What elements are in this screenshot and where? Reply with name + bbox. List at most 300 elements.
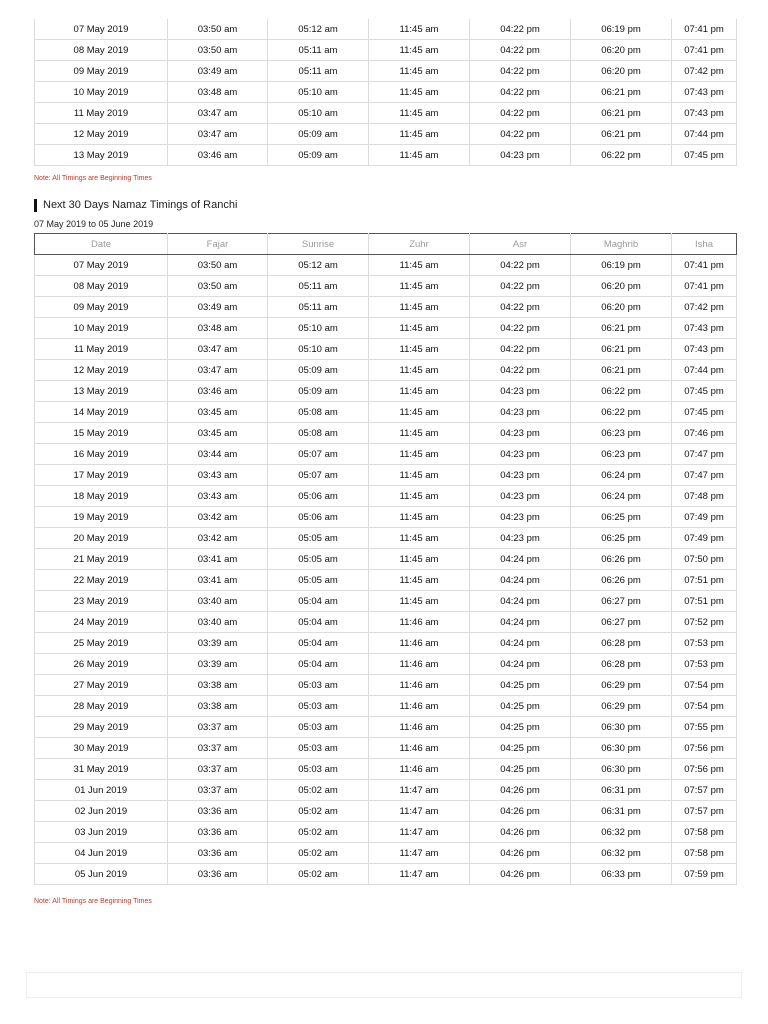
time-cell-fajar: 03:38 am bbox=[168, 675, 268, 696]
time-cell-fajar: 03:41 am bbox=[168, 549, 268, 570]
previous-timings-table bbox=[34, 19, 737, 166]
table-row bbox=[35, 339, 737, 360]
time-cell-sunrise: 05:10 am bbox=[268, 82, 369, 103]
time-cell-maghrib: 06:20 pm bbox=[571, 297, 672, 318]
time-cell-isha: 07:50 pm bbox=[672, 549, 737, 570]
table-row bbox=[35, 654, 737, 675]
time-cell-zuhr: 11:45 am bbox=[369, 570, 470, 591]
date-cell: 03 Jun 2019 bbox=[35, 822, 168, 843]
time-cell-maghrib: 06:31 pm bbox=[571, 801, 672, 822]
table-row bbox=[35, 822, 737, 843]
time-cell-zuhr: 11:46 am bbox=[369, 675, 470, 696]
time-cell-fajar: 03:41 am bbox=[168, 570, 268, 591]
time-cell-asr: 04:22 pm bbox=[470, 82, 571, 103]
time-cell-zuhr: 11:45 am bbox=[369, 318, 470, 339]
time-cell-sunrise: 05:02 am bbox=[268, 780, 369, 801]
table-row bbox=[35, 612, 737, 633]
time-cell-sunrise: 05:10 am bbox=[268, 339, 369, 360]
column-header-asr: Asr bbox=[470, 234, 571, 255]
table-row bbox=[35, 675, 737, 696]
time-cell-maghrib: 06:21 pm bbox=[571, 82, 672, 103]
time-cell-zuhr: 11:45 am bbox=[369, 276, 470, 297]
time-cell-sunrise: 05:08 am bbox=[268, 423, 369, 444]
date-cell: 04 Jun 2019 bbox=[35, 843, 168, 864]
date-cell: 17 May 2019 bbox=[35, 465, 168, 486]
date-cell: 31 May 2019 bbox=[35, 759, 168, 780]
time-cell-asr: 04:24 pm bbox=[470, 570, 571, 591]
time-cell-isha: 07:51 pm bbox=[672, 591, 737, 612]
time-cell-zuhr: 11:46 am bbox=[369, 612, 470, 633]
time-cell-fajar: 03:40 am bbox=[168, 612, 268, 633]
time-cell-sunrise: 05:04 am bbox=[268, 612, 369, 633]
time-cell-isha: 07:47 pm bbox=[672, 465, 737, 486]
previous-timings-body bbox=[35, 19, 737, 166]
time-cell-zuhr: 11:45 am bbox=[369, 19, 470, 40]
time-cell-maghrib: 06:32 pm bbox=[571, 822, 672, 843]
time-cell-asr: 04:26 pm bbox=[470, 843, 571, 864]
time-cell-fajar: 03:49 am bbox=[168, 297, 268, 318]
time-cell-asr: 04:26 pm bbox=[470, 801, 571, 822]
time-cell-isha: 07:42 pm bbox=[672, 61, 737, 82]
time-cell-maghrib: 06:22 pm bbox=[571, 381, 672, 402]
time-cell-asr: 04:23 pm bbox=[470, 486, 571, 507]
date-cell: 02 Jun 2019 bbox=[35, 801, 168, 822]
time-cell-isha: 07:45 pm bbox=[672, 402, 737, 423]
date-cell: 14 May 2019 bbox=[35, 402, 168, 423]
time-cell-zuhr: 11:45 am bbox=[369, 297, 470, 318]
time-cell-maghrib: 06:20 pm bbox=[571, 40, 672, 61]
time-cell-sunrise: 05:09 am bbox=[268, 360, 369, 381]
time-cell-asr: 04:26 pm bbox=[470, 780, 571, 801]
time-cell-zuhr: 11:45 am bbox=[369, 255, 470, 276]
time-cell-zuhr: 11:45 am bbox=[369, 61, 470, 82]
time-cell-asr: 04:24 pm bbox=[470, 633, 571, 654]
date-cell: 08 May 2019 bbox=[35, 40, 168, 61]
time-cell-zuhr: 11:46 am bbox=[369, 759, 470, 780]
column-header-maghrib: Maghrib bbox=[571, 234, 672, 255]
time-cell-maghrib: 06:27 pm bbox=[571, 591, 672, 612]
time-cell-maghrib: 06:19 pm bbox=[571, 19, 672, 40]
date-cell: 13 May 2019 bbox=[35, 381, 168, 402]
table-row bbox=[35, 570, 737, 591]
time-cell-isha: 07:56 pm bbox=[672, 738, 737, 759]
time-cell-maghrib: 06:28 pm bbox=[571, 654, 672, 675]
time-cell-zuhr: 11:45 am bbox=[369, 339, 470, 360]
time-cell-fajar: 03:40 am bbox=[168, 591, 268, 612]
date-cell: 19 May 2019 bbox=[35, 507, 168, 528]
time-cell-isha: 07:46 pm bbox=[672, 423, 737, 444]
time-cell-isha: 07:52 pm bbox=[672, 612, 737, 633]
table-row bbox=[35, 549, 737, 570]
date-cell: 30 May 2019 bbox=[35, 738, 168, 759]
time-cell-asr: 04:22 pm bbox=[470, 103, 571, 124]
time-cell-asr: 04:22 pm bbox=[470, 19, 571, 40]
time-cell-isha: 07:41 pm bbox=[672, 255, 737, 276]
section-title: Next 30 Days Namaz Timings of Ranchi bbox=[43, 199, 238, 211]
table-row bbox=[35, 759, 737, 780]
table-row bbox=[35, 124, 737, 145]
table-row bbox=[35, 591, 737, 612]
time-cell-maghrib: 06:30 pm bbox=[571, 759, 672, 780]
time-cell-zuhr: 11:45 am bbox=[369, 124, 470, 145]
date-cell: 09 May 2019 bbox=[35, 61, 168, 82]
time-cell-fajar: 03:36 am bbox=[168, 801, 268, 822]
table-row bbox=[35, 40, 737, 61]
time-cell-maghrib: 06:25 pm bbox=[571, 528, 672, 549]
table-row bbox=[35, 444, 737, 465]
time-cell-isha: 07:53 pm bbox=[672, 654, 737, 675]
time-cell-fajar: 03:48 am bbox=[168, 318, 268, 339]
date-cell: 28 May 2019 bbox=[35, 696, 168, 717]
time-cell-isha: 07:58 pm bbox=[672, 843, 737, 864]
time-cell-asr: 04:23 pm bbox=[470, 145, 571, 166]
table-row bbox=[35, 633, 737, 654]
time-cell-maghrib: 06:24 pm bbox=[571, 486, 672, 507]
time-cell-isha: 07:42 pm bbox=[672, 297, 737, 318]
table-row bbox=[35, 318, 737, 339]
date-cell: 09 May 2019 bbox=[35, 297, 168, 318]
date-cell: 27 May 2019 bbox=[35, 675, 168, 696]
date-cell: 21 May 2019 bbox=[35, 549, 168, 570]
time-cell-fajar: 03:37 am bbox=[168, 717, 268, 738]
date-cell: 07 May 2019 bbox=[35, 19, 168, 40]
time-cell-zuhr: 11:47 am bbox=[369, 780, 470, 801]
time-cell-isha: 07:45 pm bbox=[672, 145, 737, 166]
table-row bbox=[35, 528, 737, 549]
time-cell-maghrib: 06:23 pm bbox=[571, 444, 672, 465]
time-cell-zuhr: 11:45 am bbox=[369, 486, 470, 507]
time-cell-asr: 04:23 pm bbox=[470, 402, 571, 423]
time-cell-isha: 07:56 pm bbox=[672, 759, 737, 780]
table-row bbox=[35, 738, 737, 759]
time-cell-isha: 07:57 pm bbox=[672, 780, 737, 801]
time-cell-sunrise: 05:02 am bbox=[268, 801, 369, 822]
table-row bbox=[35, 145, 737, 166]
table-row bbox=[35, 255, 737, 276]
time-cell-asr: 04:25 pm bbox=[470, 717, 571, 738]
time-cell-zuhr: 11:45 am bbox=[369, 423, 470, 444]
date-cell: 01 Jun 2019 bbox=[35, 780, 168, 801]
time-cell-isha: 07:41 pm bbox=[672, 19, 737, 40]
time-cell-isha: 07:48 pm bbox=[672, 486, 737, 507]
time-cell-fajar: 03:50 am bbox=[168, 19, 268, 40]
time-cell-zuhr: 11:46 am bbox=[369, 633, 470, 654]
time-cell-sunrise: 05:08 am bbox=[268, 402, 369, 423]
time-cell-zuhr: 11:46 am bbox=[369, 696, 470, 717]
time-cell-asr: 04:22 pm bbox=[470, 255, 571, 276]
time-cell-asr: 04:26 pm bbox=[470, 822, 571, 843]
table-row bbox=[35, 381, 737, 402]
time-cell-maghrib: 06:31 pm bbox=[571, 780, 672, 801]
time-cell-zuhr: 11:45 am bbox=[369, 591, 470, 612]
time-cell-sunrise: 05:09 am bbox=[268, 145, 369, 166]
table-row bbox=[35, 423, 737, 444]
time-cell-zuhr: 11:45 am bbox=[369, 528, 470, 549]
time-cell-zuhr: 11:45 am bbox=[369, 360, 470, 381]
date-cell: 11 May 2019 bbox=[35, 103, 168, 124]
time-cell-isha: 07:44 pm bbox=[672, 124, 737, 145]
time-cell-isha: 07:43 pm bbox=[672, 339, 737, 360]
time-cell-zuhr: 11:47 am bbox=[369, 822, 470, 843]
time-cell-sunrise: 05:06 am bbox=[268, 507, 369, 528]
time-cell-maghrib: 06:20 pm bbox=[571, 61, 672, 82]
time-cell-isha: 07:58 pm bbox=[672, 822, 737, 843]
time-cell-maghrib: 06:21 pm bbox=[571, 124, 672, 145]
time-cell-asr: 04:25 pm bbox=[470, 738, 571, 759]
time-cell-sunrise: 05:02 am bbox=[268, 864, 369, 885]
time-cell-sunrise: 05:02 am bbox=[268, 843, 369, 864]
date-cell: 22 May 2019 bbox=[35, 570, 168, 591]
time-cell-maghrib: 06:21 pm bbox=[571, 360, 672, 381]
time-cell-asr: 04:24 pm bbox=[470, 612, 571, 633]
time-cell-fajar: 03:36 am bbox=[168, 864, 268, 885]
time-cell-fajar: 03:50 am bbox=[168, 255, 268, 276]
time-cell-fajar: 03:37 am bbox=[168, 759, 268, 780]
time-cell-asr: 04:24 pm bbox=[470, 654, 571, 675]
time-cell-zuhr: 11:46 am bbox=[369, 654, 470, 675]
time-cell-sunrise: 05:03 am bbox=[268, 759, 369, 780]
time-cell-sunrise: 05:12 am bbox=[268, 19, 369, 40]
time-cell-asr: 04:22 pm bbox=[470, 318, 571, 339]
time-cell-asr: 04:22 pm bbox=[470, 276, 571, 297]
time-cell-isha: 07:41 pm bbox=[672, 276, 737, 297]
date-cell: 08 May 2019 bbox=[35, 276, 168, 297]
time-cell-zuhr: 11:45 am bbox=[369, 82, 470, 103]
time-cell-maghrib: 06:27 pm bbox=[571, 612, 672, 633]
time-cell-sunrise: 05:06 am bbox=[268, 486, 369, 507]
time-cell-maghrib: 06:24 pm bbox=[571, 465, 672, 486]
table-row bbox=[35, 843, 737, 864]
time-cell-maghrib: 06:20 pm bbox=[571, 276, 672, 297]
table-row bbox=[35, 696, 737, 717]
time-cell-fajar: 03:49 am bbox=[168, 61, 268, 82]
time-cell-isha: 07:49 pm bbox=[672, 528, 737, 549]
time-cell-zuhr: 11:47 am bbox=[369, 801, 470, 822]
time-cell-isha: 07:49 pm bbox=[672, 507, 737, 528]
date-cell: 15 May 2019 bbox=[35, 423, 168, 444]
time-cell-sunrise: 05:10 am bbox=[268, 103, 369, 124]
time-cell-fajar: 03:39 am bbox=[168, 633, 268, 654]
time-cell-asr: 04:22 pm bbox=[470, 297, 571, 318]
time-cell-maghrib: 06:21 pm bbox=[571, 318, 672, 339]
heading-bar bbox=[34, 199, 37, 212]
date-cell: 18 May 2019 bbox=[35, 486, 168, 507]
time-cell-sunrise: 05:07 am bbox=[268, 444, 369, 465]
time-cell-asr: 04:22 pm bbox=[470, 61, 571, 82]
table-row bbox=[35, 297, 737, 318]
time-cell-fajar: 03:50 am bbox=[168, 276, 268, 297]
time-cell-sunrise: 05:02 am bbox=[268, 822, 369, 843]
time-cell-maghrib: 06:22 pm bbox=[571, 402, 672, 423]
time-cell-asr: 04:22 pm bbox=[470, 40, 571, 61]
time-cell-maghrib: 06:26 pm bbox=[571, 570, 672, 591]
time-cell-asr: 04:23 pm bbox=[470, 444, 571, 465]
time-cell-maghrib: 06:30 pm bbox=[571, 717, 672, 738]
time-cell-fajar: 03:46 am bbox=[168, 145, 268, 166]
table-row bbox=[35, 61, 737, 82]
date-cell: 24 May 2019 bbox=[35, 612, 168, 633]
namaz-timings-table bbox=[34, 233, 737, 885]
time-cell-fajar: 03:47 am bbox=[168, 103, 268, 124]
table-row bbox=[35, 507, 737, 528]
time-cell-sunrise: 05:03 am bbox=[268, 675, 369, 696]
time-cell-maghrib: 06:30 pm bbox=[571, 738, 672, 759]
time-cell-isha: 07:47 pm bbox=[672, 444, 737, 465]
column-header-date: Date bbox=[35, 234, 168, 255]
time-cell-maghrib: 06:21 pm bbox=[571, 103, 672, 124]
date-cell: 23 May 2019 bbox=[35, 591, 168, 612]
time-cell-maghrib: 06:26 pm bbox=[571, 549, 672, 570]
time-cell-asr: 04:26 pm bbox=[470, 864, 571, 885]
time-cell-maghrib: 06:29 pm bbox=[571, 675, 672, 696]
time-cell-asr: 04:23 pm bbox=[470, 528, 571, 549]
time-cell-asr: 04:23 pm bbox=[470, 381, 571, 402]
time-cell-isha: 07:53 pm bbox=[672, 633, 737, 654]
date-range: 07 May 2019 to 05 June 2019 bbox=[34, 219, 154, 229]
date-cell: 25 May 2019 bbox=[35, 633, 168, 654]
table-row bbox=[35, 465, 737, 486]
time-cell-sunrise: 05:03 am bbox=[268, 738, 369, 759]
time-cell-zuhr: 11:46 am bbox=[369, 738, 470, 759]
table-row bbox=[35, 864, 737, 885]
time-cell-sunrise: 05:04 am bbox=[268, 654, 369, 675]
time-cell-fajar: 03:47 am bbox=[168, 360, 268, 381]
time-cell-fajar: 03:37 am bbox=[168, 780, 268, 801]
date-cell: 16 May 2019 bbox=[35, 444, 168, 465]
time-cell-isha: 07:43 pm bbox=[672, 103, 737, 124]
date-cell: 12 May 2019 bbox=[35, 124, 168, 145]
time-cell-isha: 07:59 pm bbox=[672, 864, 737, 885]
time-cell-asr: 04:23 pm bbox=[470, 423, 571, 444]
time-cell-isha: 07:57 pm bbox=[672, 801, 737, 822]
time-cell-fajar: 03:44 am bbox=[168, 444, 268, 465]
time-cell-sunrise: 05:03 am bbox=[268, 696, 369, 717]
time-cell-zuhr: 11:46 am bbox=[369, 717, 470, 738]
date-cell: 05 Jun 2019 bbox=[35, 864, 168, 885]
table-row bbox=[35, 19, 737, 40]
time-cell-fajar: 03:47 am bbox=[168, 339, 268, 360]
time-cell-fajar: 03:48 am bbox=[168, 82, 268, 103]
time-cell-sunrise: 05:11 am bbox=[268, 297, 369, 318]
time-cell-sunrise: 05:05 am bbox=[268, 549, 369, 570]
time-cell-fajar: 03:43 am bbox=[168, 486, 268, 507]
time-cell-sunrise: 05:12 am bbox=[268, 255, 369, 276]
column-header-zuhr: Zuhr bbox=[369, 234, 470, 255]
date-cell: 29 May 2019 bbox=[35, 717, 168, 738]
time-cell-zuhr: 11:45 am bbox=[369, 444, 470, 465]
time-cell-asr: 04:25 pm bbox=[470, 759, 571, 780]
time-cell-sunrise: 05:07 am bbox=[268, 465, 369, 486]
time-cell-maghrib: 06:25 pm bbox=[571, 507, 672, 528]
time-cell-zuhr: 11:45 am bbox=[369, 103, 470, 124]
table-header-row bbox=[35, 234, 737, 255]
time-cell-fajar: 03:42 am bbox=[168, 507, 268, 528]
time-cell-fajar: 03:50 am bbox=[168, 40, 268, 61]
time-cell-sunrise: 05:04 am bbox=[268, 591, 369, 612]
time-cell-zuhr: 11:45 am bbox=[369, 40, 470, 61]
table-row bbox=[35, 360, 737, 381]
time-cell-sunrise: 05:04 am bbox=[268, 633, 369, 654]
time-cell-fajar: 03:45 am bbox=[168, 423, 268, 444]
timings-note-bottom: Note: All Timings are Beginning Times bbox=[34, 898, 152, 905]
time-cell-isha: 07:43 pm bbox=[672, 318, 737, 339]
date-cell: 26 May 2019 bbox=[35, 654, 168, 675]
date-cell: 10 May 2019 bbox=[35, 318, 168, 339]
time-cell-fajar: 03:47 am bbox=[168, 124, 268, 145]
time-cell-sunrise: 05:09 am bbox=[268, 124, 369, 145]
table-row bbox=[35, 486, 737, 507]
time-cell-asr: 04:25 pm bbox=[470, 696, 571, 717]
time-cell-asr: 04:24 pm bbox=[470, 591, 571, 612]
time-cell-maghrib: 06:23 pm bbox=[571, 423, 672, 444]
time-cell-maghrib: 06:33 pm bbox=[571, 864, 672, 885]
footer-box bbox=[26, 972, 742, 998]
time-cell-maghrib: 06:21 pm bbox=[571, 339, 672, 360]
time-cell-maghrib: 06:32 pm bbox=[571, 843, 672, 864]
table-row bbox=[35, 103, 737, 124]
time-cell-maghrib: 06:22 pm bbox=[571, 145, 672, 166]
time-cell-sunrise: 05:11 am bbox=[268, 61, 369, 82]
time-cell-sunrise: 05:10 am bbox=[268, 318, 369, 339]
time-cell-fajar: 03:43 am bbox=[168, 465, 268, 486]
time-cell-fajar: 03:36 am bbox=[168, 843, 268, 864]
time-cell-isha: 07:43 pm bbox=[672, 82, 737, 103]
table-row bbox=[35, 402, 737, 423]
time-cell-fajar: 03:39 am bbox=[168, 654, 268, 675]
time-cell-zuhr: 11:45 am bbox=[369, 507, 470, 528]
time-cell-fajar: 03:46 am bbox=[168, 381, 268, 402]
time-cell-isha: 07:54 pm bbox=[672, 696, 737, 717]
date-cell: 07 May 2019 bbox=[35, 255, 168, 276]
time-cell-isha: 07:51 pm bbox=[672, 570, 737, 591]
time-cell-fajar: 03:36 am bbox=[168, 822, 268, 843]
time-cell-isha: 07:44 pm bbox=[672, 360, 737, 381]
section-heading bbox=[34, 198, 237, 212]
time-cell-maghrib: 06:28 pm bbox=[571, 633, 672, 654]
time-cell-zuhr: 11:45 am bbox=[369, 381, 470, 402]
namaz-timings-body bbox=[35, 255, 737, 885]
time-cell-asr: 04:25 pm bbox=[470, 675, 571, 696]
time-cell-zuhr: 11:45 am bbox=[369, 465, 470, 486]
time-cell-fajar: 03:37 am bbox=[168, 738, 268, 759]
time-cell-zuhr: 11:47 am bbox=[369, 864, 470, 885]
column-header-sunrise: Sunrise bbox=[268, 234, 369, 255]
time-cell-isha: 07:45 pm bbox=[672, 381, 737, 402]
time-cell-asr: 04:22 pm bbox=[470, 339, 571, 360]
date-cell: 12 May 2019 bbox=[35, 360, 168, 381]
time-cell-fajar: 03:45 am bbox=[168, 402, 268, 423]
time-cell-sunrise: 05:11 am bbox=[268, 276, 369, 297]
date-cell: 13 May 2019 bbox=[35, 145, 168, 166]
time-cell-isha: 07:54 pm bbox=[672, 675, 737, 696]
time-cell-sunrise: 05:05 am bbox=[268, 528, 369, 549]
time-cell-fajar: 03:42 am bbox=[168, 528, 268, 549]
time-cell-isha: 07:41 pm bbox=[672, 40, 737, 61]
time-cell-sunrise: 05:11 am bbox=[268, 40, 369, 61]
table-row bbox=[35, 780, 737, 801]
time-cell-sunrise: 05:09 am bbox=[268, 381, 369, 402]
time-cell-asr: 04:23 pm bbox=[470, 465, 571, 486]
column-header-isha: Isha bbox=[672, 234, 737, 255]
date-cell: 10 May 2019 bbox=[35, 82, 168, 103]
time-cell-fajar: 03:38 am bbox=[168, 696, 268, 717]
time-cell-zuhr: 11:45 am bbox=[369, 549, 470, 570]
time-cell-zuhr: 11:45 am bbox=[369, 145, 470, 166]
table-row bbox=[35, 82, 737, 103]
time-cell-asr: 04:24 pm bbox=[470, 549, 571, 570]
table-row bbox=[35, 801, 737, 822]
time-cell-asr: 04:22 pm bbox=[470, 124, 571, 145]
